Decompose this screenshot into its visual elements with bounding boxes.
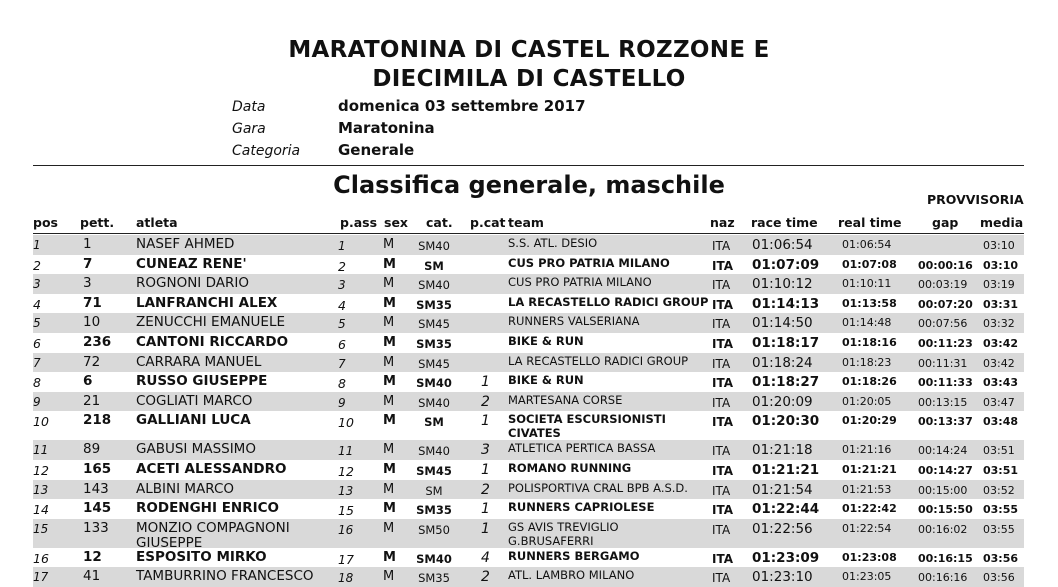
table-row — [33, 392, 1024, 412]
col-header-sex: sex — [384, 215, 408, 230]
cell-team: RUNNERS CAPRIOLESE — [508, 500, 655, 515]
cell-race-time: 01:23:10 — [752, 569, 813, 586]
cell-sex: M — [383, 374, 396, 390]
cell-pett: 236 — [83, 334, 112, 350]
cell-pos-category: 1 — [481, 462, 490, 478]
cell-nation: ITA — [712, 356, 731, 371]
cell-pos-category: 1 — [481, 520, 490, 537]
cell-team: SOCIETA ESCURSIONISTI CIVATES — [508, 412, 666, 441]
cell-race-time: 01:14:50 — [752, 315, 813, 332]
col-header-pett: pett. — [80, 215, 115, 230]
cell-average: 03:43 — [983, 376, 1019, 390]
cell-real-time: 01:10:11 — [842, 277, 892, 291]
cell-average: 03:56 — [983, 551, 1019, 565]
cell-category: SM35 — [416, 337, 452, 351]
cell-average: 03:32 — [983, 317, 1015, 331]
cell-pos-absolute: 6 — [338, 337, 346, 352]
cell-pett: 71 — [83, 294, 102, 311]
cell-pos-absolute: 18 — [338, 571, 354, 586]
table-row — [33, 480, 1024, 500]
cell-real-time: 01:18:26 — [842, 375, 897, 389]
cell-category: SM40 — [418, 239, 450, 253]
cell-athlete: RUSSO GIUSEPPE — [136, 373, 268, 390]
table-row — [33, 499, 1024, 519]
cell-pos-absolute: 5 — [338, 317, 346, 332]
cell-average: 03:42 — [983, 337, 1019, 350]
cell-race-time: 01:21:18 — [752, 442, 813, 459]
cell-average: 03:55 — [983, 522, 1015, 536]
cell-athlete: ESPOSITO MIRKO — [136, 548, 267, 565]
col-header-naz: naz — [710, 215, 735, 230]
cell-sex: M — [383, 501, 396, 517]
ranking-title: Classifica generale, maschile — [333, 171, 725, 199]
cell-category: SM40 — [418, 444, 450, 459]
cell-pos: 16 — [33, 550, 49, 566]
cell-athlete: NASEF AHMED — [136, 236, 235, 252]
cell-real-time: 01:21:16 — [842, 443, 892, 457]
cell-real-time: 01:22:42 — [842, 502, 897, 516]
cell-average: 03:31 — [983, 297, 1019, 311]
table-row — [33, 411, 1024, 440]
cell-nation: ITA — [712, 483, 731, 498]
cell-pos-absolute: 10 — [338, 415, 354, 431]
cell-average: 03:48 — [983, 415, 1019, 429]
cell-nation: ITA — [712, 239, 731, 253]
cell-team: ROMANO RUNNING — [508, 461, 632, 475]
table-row — [33, 353, 1024, 373]
cell-athlete: COGLIATI MARCO — [136, 392, 253, 409]
table-row — [33, 313, 1024, 333]
col-header-cat: cat. — [426, 215, 453, 230]
cell-pett: 41 — [83, 568, 101, 585]
table-row — [33, 460, 1024, 480]
cell-pos-category: 2 — [481, 569, 490, 586]
cell-sex: M — [383, 295, 396, 311]
cell-sex: M — [383, 569, 395, 585]
cell-pos: 13 — [33, 482, 49, 497]
cell-team: MARTESANA CORSE — [508, 392, 623, 407]
cell-gap: 00:14:24 — [918, 444, 968, 458]
cell-team: RUNNERS VALSERIANA — [508, 314, 640, 329]
cell-team: LA RECASTELLO RADICI GROUP — [508, 294, 709, 309]
cell-real-time: 01:06:54 — [842, 238, 892, 251]
meta-value-categoria: Generale — [338, 141, 415, 159]
cell-real-time: 01:13:58 — [842, 296, 897, 310]
cell-team: BIKE & RUN — [508, 373, 584, 388]
cell-real-time: 01:18:23 — [842, 355, 892, 369]
cell-sex: M — [383, 549, 396, 565]
cell-team: RUNNERS BERGAMO — [508, 548, 640, 563]
cell-real-time: 01:07:08 — [842, 257, 897, 271]
cell-category: SM40 — [416, 551, 452, 566]
cell-average: 03:42 — [983, 356, 1015, 370]
cell-pos-category: 2 — [481, 393, 490, 410]
cell-gap: 00:11:33 — [918, 376, 973, 390]
cell-average: 03:10 — [983, 258, 1019, 272]
cell-nation: ITA — [712, 337, 734, 351]
cell-sex: M — [383, 481, 395, 497]
cell-athlete: MONZIO COMPAGNONI GIUSEPPE — [136, 519, 290, 551]
cell-athlete: CARRARA MANUEL — [136, 353, 262, 370]
cell-athlete: ACETI ALESSANDRO — [136, 461, 287, 477]
cell-pos-absolute: 2 — [338, 258, 346, 274]
cell-sex: M — [383, 276, 395, 292]
cell-team: ATL. LAMBRO MILANO — [508, 568, 635, 583]
meta-label-gara: Gara — [232, 121, 266, 137]
cell-nation: ITA — [712, 444, 731, 459]
cell-category: SM — [424, 415, 444, 430]
cell-category: SM40 — [418, 278, 450, 293]
cell-gap: 00:03:19 — [918, 278, 968, 292]
cell-pett: 165 — [83, 461, 112, 477]
cell-nation: ITA — [712, 317, 731, 332]
cell-athlete: RODENGHI ENRICO — [136, 500, 280, 517]
cell-nation: ITA — [712, 571, 731, 586]
cell-pos-absolute: 7 — [338, 356, 346, 371]
cell-real-time: 01:23:05 — [842, 570, 892, 584]
cell-pos-category: 3 — [481, 442, 490, 459]
cell-average: 03:56 — [983, 571, 1015, 585]
col-header-gap: gap — [932, 215, 959, 230]
cell-pett: 7 — [83, 255, 93, 272]
cell-race-time: 01:14:13 — [752, 295, 820, 312]
cell-race-time: 01:18:27 — [752, 374, 820, 391]
col-header-team: team — [508, 215, 544, 230]
cell-race-time: 01:21:54 — [752, 481, 813, 498]
cell-pett: 89 — [83, 441, 101, 458]
cell-race-time: 01:22:44 — [752, 501, 820, 518]
cell-athlete: GABUSI MASSIMO — [136, 441, 256, 458]
cell-pett: 6 — [83, 373, 93, 390]
cell-race-time: 01:20:30 — [752, 413, 820, 430]
cell-race-time: 01:20:09 — [752, 393, 813, 410]
col-header-pass: p.ass — [340, 215, 378, 230]
cell-pos: 5 — [33, 316, 41, 331]
cell-real-time: 01:23:08 — [842, 550, 897, 564]
cell-sex: M — [383, 462, 396, 477]
cell-pos: 2 — [33, 257, 41, 273]
cell-pos: 1 — [33, 238, 41, 252]
cell-team: BIKE & RUN — [508, 334, 584, 348]
meta-label-categoria: Categoria — [232, 143, 301, 159]
cell-athlete: CANTONI RICCARDO — [136, 334, 289, 350]
cell-real-time: 01:18:16 — [842, 336, 897, 349]
cell-sex: M — [383, 335, 396, 350]
table-row — [33, 372, 1024, 392]
cell-real-time: 01:20:05 — [842, 394, 892, 408]
cell-pett: 1 — [83, 236, 92, 252]
cell-sex: M — [383, 413, 396, 429]
cell-real-time: 01:20:29 — [842, 414, 897, 428]
cell-nation: ITA — [712, 297, 734, 312]
cell-pett: 133 — [83, 519, 109, 536]
cell-pos-category: 4 — [481, 549, 490, 566]
race-title-line-1: MARATONINA DI CASTEL ROZZONE E — [288, 37, 770, 63]
cell-sex: M — [383, 237, 395, 252]
cell-sex: M — [383, 354, 395, 370]
cell-race-time: 01:07:09 — [752, 256, 820, 273]
status-label: PROVVISORIA — [927, 192, 1024, 207]
cell-sex: M — [383, 256, 396, 272]
col-header-atleta: atleta — [136, 215, 178, 230]
col-header-media: media — [980, 215, 1024, 230]
table-row — [33, 567, 1024, 587]
cell-race-time: 01:06:54 — [752, 237, 813, 253]
cell-real-time: 01:14:48 — [842, 316, 892, 330]
cell-athlete: ALBINI MARCO — [136, 480, 235, 497]
cell-gap: 00:11:31 — [918, 356, 968, 370]
cell-nation: ITA — [712, 464, 734, 478]
meta-value-gara: Maratonina — [338, 119, 435, 137]
cell-pett: 3 — [83, 275, 92, 292]
table-row — [33, 333, 1024, 353]
table-row — [33, 274, 1024, 294]
cell-pos-absolute: 17 — [338, 551, 354, 567]
cell-average: 03:55 — [983, 503, 1019, 517]
cell-pos-category: 1 — [481, 501, 490, 518]
cell-pos: 6 — [33, 336, 41, 351]
cell-pett: 145 — [83, 500, 112, 517]
cell-pett: 143 — [83, 480, 109, 497]
cell-gap: 00:15:00 — [918, 483, 968, 497]
cell-pett: 21 — [83, 392, 101, 409]
cell-gap: 00:16:02 — [918, 522, 968, 536]
table-row — [33, 255, 1024, 275]
cell-team: LA RECASTELLO RADICI GROUP — [508, 353, 689, 368]
cell-category: SM40 — [416, 376, 452, 391]
cell-category: SM35 — [418, 571, 450, 586]
table-row — [33, 548, 1024, 568]
table-header-divider — [33, 233, 1024, 234]
table-row — [33, 519, 1024, 551]
cell-nation: ITA — [712, 415, 734, 430]
cell-average: 03:10 — [983, 239, 1015, 252]
table-row — [33, 235, 1024, 255]
cell-real-time: 01:21:21 — [842, 463, 897, 476]
cell-gap: 00:13:37 — [918, 415, 973, 429]
cell-gap: 00:07:20 — [918, 297, 973, 311]
cell-pos-absolute: 16 — [338, 522, 354, 537]
cell-average: 03:47 — [983, 395, 1015, 409]
cell-sex: M — [383, 520, 395, 536]
cell-category: SM — [425, 483, 443, 498]
cell-gap: 00:00:16 — [918, 258, 973, 272]
cell-average: 03:52 — [983, 483, 1015, 497]
cell-nation: ITA — [712, 376, 734, 391]
cell-athlete: TAMBURRINO FRANCESCO — [136, 568, 314, 585]
cell-team: ATLETICA PERTICA BASSA — [508, 441, 656, 456]
cell-pett: 72 — [83, 353, 101, 370]
cell-gap: 00:16:16 — [918, 571, 968, 585]
cell-pos-absolute: 11 — [338, 444, 354, 459]
cell-race-time: 01:18:17 — [752, 335, 820, 351]
cell-gap: 00:15:50 — [918, 503, 973, 517]
cell-gap: 00:14:27 — [918, 464, 973, 477]
col-header-race-time: race time — [751, 215, 818, 230]
cell-real-time: 01:22:54 — [842, 521, 892, 535]
cell-pos: 3 — [33, 277, 41, 292]
cell-pos: 12 — [33, 463, 49, 478]
col-header-pcat: p.cat — [470, 215, 506, 230]
cell-athlete: CUNEAZ RENE' — [136, 255, 247, 272]
cell-real-time: 01:21:53 — [842, 482, 892, 496]
cell-race-time: 01:21:21 — [752, 462, 820, 478]
cell-pett: 218 — [83, 412, 112, 429]
cell-gap: 00:16:15 — [918, 551, 973, 565]
cell-athlete: LANFRANCHI ALEX — [136, 294, 278, 311]
cell-average: 03:19 — [983, 278, 1015, 292]
cell-pos: 11 — [33, 443, 49, 458]
header-divider — [33, 165, 1024, 166]
col-header-real-time: real time — [838, 215, 902, 230]
cell-pos: 14 — [33, 502, 49, 518]
cell-nation: ITA — [712, 395, 731, 410]
cell-team: CUS PRO PATRIA MILANO — [508, 275, 652, 290]
cell-team: S.S. ATL. DESIO — [508, 236, 598, 250]
cell-pett: 10 — [83, 314, 101, 331]
cell-sex: M — [383, 393, 395, 409]
cell-pos: 10 — [33, 414, 49, 430]
cell-pos: 9 — [33, 394, 41, 409]
cell-nation: ITA — [712, 278, 731, 293]
cell-average: 03:51 — [983, 464, 1019, 477]
cell-athlete: ZENUCCHI EMANUELE — [136, 314, 286, 331]
cell-pos-absolute: 9 — [338, 395, 346, 410]
meta-label-data: Data — [232, 99, 266, 115]
cell-athlete: GALLIANI LUCA — [136, 412, 251, 429]
cell-race-time: 01:22:56 — [752, 520, 813, 537]
cell-pett: 12 — [83, 548, 102, 565]
cell-race-time: 01:10:12 — [752, 276, 813, 293]
cell-category: SM50 — [418, 522, 450, 537]
cell-category: SM40 — [418, 395, 450, 410]
cell-category: SM35 — [416, 297, 452, 312]
cell-nation: ITA — [712, 258, 734, 273]
cell-pos-category: 1 — [481, 374, 490, 391]
cell-gap: 00:07:56 — [918, 317, 968, 331]
cell-average: 03:51 — [983, 444, 1015, 458]
cell-pos-absolute: 4 — [338, 297, 346, 313]
cell-pos-category: 2 — [481, 481, 490, 498]
cell-pos: 8 — [33, 375, 41, 391]
col-header-pos: pos — [33, 215, 58, 230]
cell-team: CUS PRO PATRIA MILANO — [508, 255, 670, 270]
cell-category: SM45 — [418, 317, 450, 332]
cell-pos-absolute: 3 — [338, 278, 346, 293]
race-title-line-2: DIECIMILA DI CASTELLO — [372, 66, 686, 92]
table-row — [33, 294, 1024, 314]
cell-pos: 4 — [33, 296, 41, 312]
cell-nation: ITA — [712, 551, 734, 566]
cell-team: POLISPORTIVA CRAL BPB A.S.D. — [508, 480, 688, 495]
cell-nation: ITA — [712, 503, 734, 518]
cell-nation: ITA — [712, 522, 731, 537]
cell-category: SM45 — [418, 356, 450, 371]
cell-category: SM — [424, 258, 444, 273]
cell-gap: 00:13:15 — [918, 395, 968, 409]
cell-category: SM45 — [416, 464, 452, 478]
cell-athlete: ROGNONI DARIO — [136, 275, 249, 292]
cell-pos-absolute: 13 — [338, 483, 354, 498]
cell-sex: M — [383, 442, 395, 458]
cell-pos-absolute: 1 — [338, 239, 346, 253]
cell-pos-category: 1 — [481, 413, 490, 430]
cell-sex: M — [383, 315, 395, 331]
cell-race-time: 01:18:24 — [752, 354, 813, 371]
table-row — [33, 440, 1024, 460]
cell-pos: 17 — [33, 570, 49, 585]
cell-gap: 00:11:23 — [918, 337, 973, 350]
meta-value-data: domenica 03 settembre 2017 — [338, 97, 586, 115]
cell-pos-absolute: 12 — [338, 464, 354, 479]
cell-race-time: 01:23:09 — [752, 549, 820, 566]
cell-team: GS AVIS TREVIGLIO G.BRUSAFERRI — [508, 519, 619, 548]
cell-pos-absolute: 8 — [338, 376, 346, 392]
cell-pos-absolute: 15 — [338, 503, 354, 519]
cell-pos: 15 — [33, 521, 49, 536]
cell-pos: 7 — [33, 355, 41, 370]
cell-category: SM35 — [416, 503, 452, 518]
